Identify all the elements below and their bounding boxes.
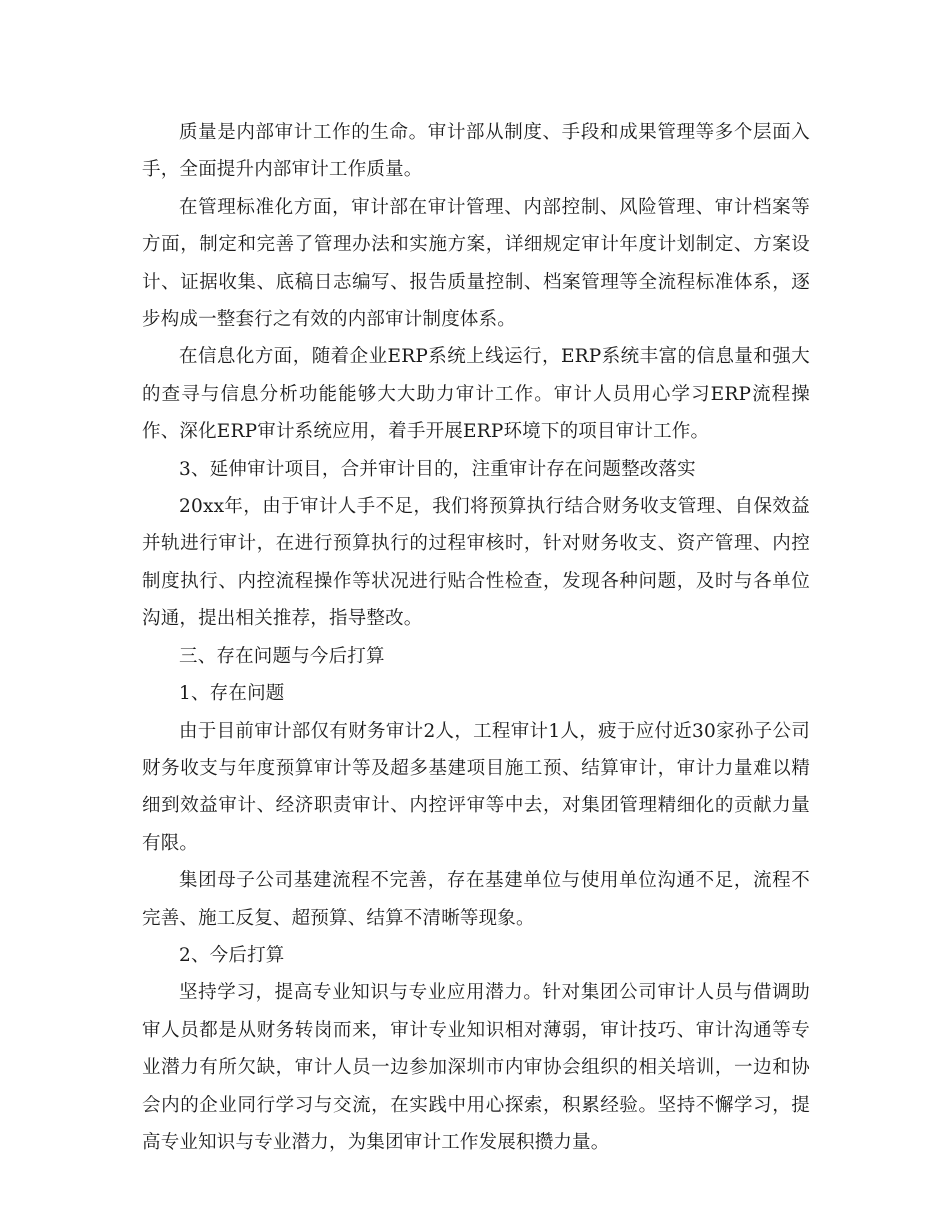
heading-existing-problems: 1、存在问题: [179, 683, 285, 705]
paragraph-quality: 质量是内部审计工作的生命。审计部从制度、手段和成果管理等多个层面入手，全面提升内部审计工作质量。: [142, 122, 810, 181]
paragraph-informatization: 在信息化方面，随着企业ERP系统上线运行，ERP系统丰富的信息量和强大的查寻与信息分析功能能够大大助力审计工作。审计人员用心学习ERP流程操作、深化ERP审计系统应用，着手开展ERP环境下的项目审计工作。: [142, 346, 810, 443]
heading-future-plans: 2、今后打算: [179, 944, 285, 966]
paragraph-budget-audit: 20xx年，由于审计人手不足，我们将预算执行结合财务收支管理、自保效益并轨进行审计，在进行预算执行的过程审核时，针对财务收支、资产管理、内控制度执行、内控流程操作等状况进行贴合性检查，发现各种问题，及时与各单位沟通，提出相关推荐，指导整改。: [142, 496, 810, 630]
heading-extend-audit: 3、延伸审计项目，合并审计目的，注重审计存在问题整改落实: [179, 458, 696, 480]
paragraph-standardization: 在管理标准化方面，审计部在审计管理、内部控制、风险管理、审计档案等方面，制定和完善了管理办法和实施方案，详细规定审计年度计划制定、方案设计、证据收集、底稿日志编写、报告质量控制、档案管理等全流程标准体系，逐步构成一整套行之有效的内部审计制度体系。: [142, 196, 810, 331]
heading-problems-and-plans: 三、存在问题与今后打算: [179, 645, 385, 667]
paragraph-staff-shortage: 由于目前审计部仅有财务审计2人，工程审计1人，疲于应付近30家孙子公司财务收支与年度预算审计等及超多基建项目施工预、结算审计，审计力量难以精细到效益审计、经济职责审计、内控评审等中去，对集团管理精细化的贡献力量有限。: [142, 720, 810, 854]
paragraph-keep-learning: 坚持学习，提高专业知识与专业应用潜力。针对集团公司审计人员与借调助审人员都是从财务转岗而来，审计专业知识相对薄弱，审计技巧、审计沟通等专业潜力有所欠缺，审计人员一边参加深圳市内审协会组织的相关培训，一边和协会内的企业同行学习与交流，在实践中用心探索，积累经验。坚持不懈学习，提高专业知识与专业潜力，为集团审计工作发展积攒力量。: [142, 982, 810, 1153]
document-body: [142, 114, 810, 1161]
paragraph-construction-process: 集团母子公司基建流程不完善，存在基建单位与使用单位沟通不足，流程不完善、施工反复、超预算、结算不清晰等现象。: [142, 870, 810, 929]
